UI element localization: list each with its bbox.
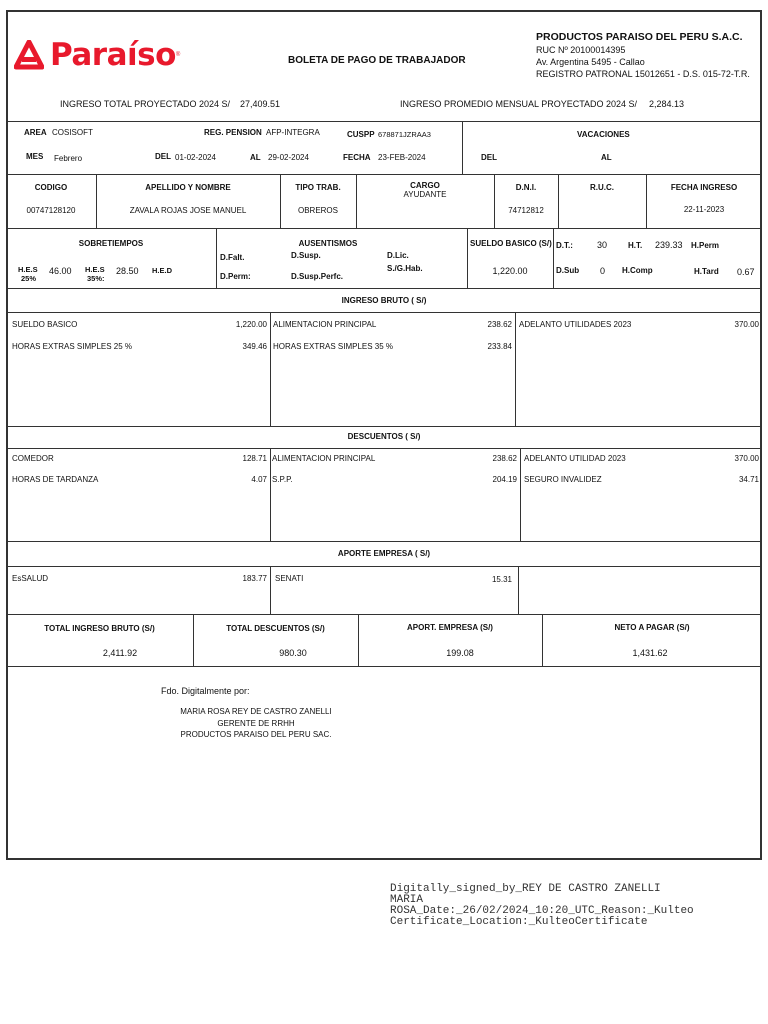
hes25-label-line1: H.E.S xyxy=(18,265,38,274)
registered-mark-icon: ® xyxy=(175,52,181,58)
ingreso-item-value: 349.46 xyxy=(242,342,267,351)
cargo-value: AYUDANTE xyxy=(403,190,447,199)
dt-label: D.T.: xyxy=(556,241,573,250)
ht-label: H.T. xyxy=(628,241,643,250)
aporte-title: APORTE EMPRESA ( S/) xyxy=(337,549,431,558)
divider xyxy=(270,566,271,614)
divider xyxy=(542,614,543,666)
neto-value: 1,431.62 xyxy=(632,648,668,658)
dsub-value: 0 xyxy=(600,266,606,276)
nombre-value: ZAVALA ROJAS JOSE MANUEL xyxy=(129,206,247,215)
ingreso-item-label: ADELANTO UTILIDADES 2023 xyxy=(519,320,632,329)
aporte-empresa-value: 199.08 xyxy=(446,648,474,658)
htard-value: 0.67 xyxy=(737,267,755,277)
divider xyxy=(515,312,516,426)
signer-company: PRODUCTOS PARAISO DEL PERU SAC. xyxy=(180,730,332,739)
ht-value: 239.33 xyxy=(655,240,683,250)
mes-value: Febrero xyxy=(54,154,83,163)
ingreso-item-value: 1,220.00 xyxy=(235,320,267,329)
divider xyxy=(6,174,762,175)
hperm-label: H.Perm xyxy=(691,241,720,250)
ingreso-item-value: 370.00 xyxy=(734,320,759,329)
company-address: Av. Argentina 5495 - Callao xyxy=(536,57,645,67)
company-registro: REGISTRO PATRONAL 15012651 - D.S. 015-72-T.R. xyxy=(536,69,750,79)
header-tipo: TIPO TRAB. xyxy=(295,183,341,192)
dsusppf-label: D.Susp.Perfc. xyxy=(291,272,344,281)
vac-al-label: AL xyxy=(601,153,612,162)
ingreso-bruto-title: INGRESO BRUTO ( S/) xyxy=(341,296,427,305)
header-dni: D.N.I. xyxy=(515,183,537,192)
logo-triangle-icon xyxy=(14,40,44,70)
ausentismos-label: AUSENTISMOS xyxy=(298,239,358,248)
sueldo-basico-label: SUELDO BASICO (S/) xyxy=(470,239,552,248)
aporte-item-label: SENATI xyxy=(275,574,304,583)
fecha-label: FECHA xyxy=(343,153,371,162)
divider xyxy=(553,228,554,288)
ingreso-item-value: 233.84 xyxy=(487,342,512,351)
projection-total-value: 27,409.51 xyxy=(240,99,281,109)
dt-value: 30 xyxy=(597,240,608,250)
hes35-label-line1: H.E.S xyxy=(85,265,105,274)
ingreso-item-label: HORAS EXTRAS SIMPLES 25 % xyxy=(12,342,133,351)
header-codigo: CODIGO xyxy=(34,183,68,192)
pension-value: AFP-INTEGRA xyxy=(266,128,320,137)
total-descuentos-label: TOTAL DESCUENTOS (S/) xyxy=(226,624,325,633)
stamp-line: Digitally_signed_by_REY DE CASTRO ZANELLI xyxy=(390,883,661,895)
descuento-item-value: 204.19 xyxy=(492,475,517,484)
header-ruc: R.U.C. xyxy=(590,183,614,192)
descuento-item-label: SEGURO INVALIDEZ xyxy=(524,475,602,484)
area-label: AREA xyxy=(24,128,47,137)
dperm-label: D.Perm: xyxy=(220,272,251,281)
hes35-label-line2: 35%: xyxy=(87,274,105,283)
divider xyxy=(520,448,521,541)
descuento-item-value: 238.62 xyxy=(492,454,517,463)
aporte-empresa-label: APORT. EMPRESA (S/) xyxy=(407,623,493,632)
dlic-label: D.Lic. xyxy=(387,251,409,260)
signer-role: GERENTE DE RRHH xyxy=(217,719,295,728)
divider xyxy=(6,426,762,427)
company-name: PRODUCTOS PARAISO DEL PERU S.A.C. xyxy=(536,31,743,43)
header-nombre: APELLIDO Y NOMBRE xyxy=(145,183,231,192)
hes25-label-line2: 25% xyxy=(21,274,37,283)
total-descuentos-value: 980.30 xyxy=(279,648,307,658)
dsub-label: D.Sub xyxy=(556,266,580,275)
tipo-value: OBREROS xyxy=(297,206,338,215)
fecha-ingreso-value: 22-11-2023 xyxy=(683,205,725,214)
neto-label: NETO A PAGAR (S/) xyxy=(614,623,690,632)
cuspp-value: 678871JZRAA3 xyxy=(378,130,431,139)
mes-label: MES xyxy=(26,152,44,161)
signature-label: Fdo. Digitalmente por: xyxy=(161,686,250,696)
header-fecha-ingreso: FECHA INGRESO xyxy=(670,183,738,192)
vacaciones-label: VACACIONES xyxy=(577,130,630,139)
ingreso-item-label: ALIMENTACION PRINCIPAL xyxy=(273,320,377,329)
codigo-value: 00747128120 xyxy=(26,206,76,215)
stamp-line: MARIA xyxy=(390,894,424,906)
divider xyxy=(6,666,762,667)
divider xyxy=(216,228,217,288)
al-label: AL xyxy=(250,153,261,162)
digital-signature-stamp xyxy=(390,884,694,928)
descuento-item-label: ADELANTO UTILIDAD 2023 xyxy=(524,454,626,463)
ingreso-item-label: SUELDO BASICO xyxy=(12,320,78,329)
stamp-line: ROSA_Date:_26/02/2024_10:20_UTC_Reason:_Kulteo xyxy=(390,905,694,917)
hes25-label xyxy=(18,265,38,283)
projection-avg-value: 2,284.13 xyxy=(649,99,685,109)
sghab-label: S./G.Hab. xyxy=(387,264,423,273)
descuento-item-value: 370.00 xyxy=(734,454,759,463)
dsusp-label: D.Susp. xyxy=(291,251,321,260)
cuspp-label: CUSPP xyxy=(347,130,375,139)
divider xyxy=(6,566,762,567)
signer-name: MARIA ROSA REY DE CASTRO ZANELLI xyxy=(180,707,332,716)
divider xyxy=(270,312,271,426)
divider xyxy=(270,448,271,541)
logo-wordmark: Paraíso xyxy=(50,37,176,73)
pension-label: REG. PENSION xyxy=(204,128,262,137)
divider xyxy=(518,566,519,614)
descuento-item-value: 4.07 xyxy=(251,475,267,484)
hed-label: H.E.D xyxy=(152,266,173,275)
descuento-item-label: S.P.P. xyxy=(272,475,293,484)
projection-total-label: INGRESO TOTAL PROYECTADO 2024 S/ xyxy=(60,99,231,109)
header-cargo: CARGO xyxy=(410,181,440,190)
hes35-label xyxy=(85,265,105,283)
divider xyxy=(6,614,762,615)
company-ruc: RUC Nº 20100014395 xyxy=(536,45,626,55)
aporte-item-label: EsSALUD xyxy=(12,574,49,583)
htard-label: H.Tard xyxy=(694,267,719,276)
divider xyxy=(6,312,762,313)
sobretiempos-label: SOBRETIEMPOS xyxy=(78,239,144,248)
ingreso-item-value: 238.62 xyxy=(487,320,512,329)
aporte-item-value: 183.77 xyxy=(242,574,267,583)
divider xyxy=(6,448,762,449)
stamp-line: Certificate_Location:_KulteoCertificate xyxy=(390,916,648,928)
doc-title: BOLETA DE PAGO DE TRABAJADOR xyxy=(288,55,466,66)
total-ingreso-value: 2,411.92 xyxy=(102,648,138,658)
aporte-item-value: 15.31 xyxy=(491,575,512,584)
descuento-item-label: ALIMENTACION PRINCIPAL xyxy=(272,454,376,463)
divider xyxy=(6,541,762,542)
descuento-item-value: 34.71 xyxy=(738,475,759,484)
divider xyxy=(6,121,762,122)
del-label: DEL xyxy=(155,152,171,161)
hcomp-label: H.Comp xyxy=(622,266,653,275)
total-ingreso-label: TOTAL INGRESO BRUTO (S/) xyxy=(44,624,155,633)
divider xyxy=(467,228,468,288)
hes35-value: 28.50 xyxy=(116,266,139,276)
divider xyxy=(462,121,463,174)
divider xyxy=(358,614,359,666)
ingreso-item-label: HORAS EXTRAS SIMPLES 35 % xyxy=(273,342,394,351)
area-value: COSISOFT xyxy=(52,128,93,137)
sueldo-basico-value: 1,220.00 xyxy=(492,266,528,276)
descuento-item-label: COMEDOR xyxy=(12,454,54,463)
dfalt-label: D.Falt. xyxy=(220,253,245,262)
divider xyxy=(6,228,762,229)
hes25-value: 46.00 xyxy=(49,266,72,276)
divider xyxy=(193,614,194,666)
projection-avg-label: INGRESO PROMEDIO MENSUAL PROYECTADO 2024 S/ xyxy=(400,99,638,109)
paraiso-logo xyxy=(14,38,180,72)
divider xyxy=(6,288,762,289)
descuento-item-value: 128.71 xyxy=(242,454,267,463)
descuentos-title: DESCUENTOS ( S/) xyxy=(347,432,421,441)
descuento-item-label: HORAS DE TARDANZA xyxy=(12,475,99,484)
fecha-value: 23-FEB-2024 xyxy=(378,153,426,162)
vac-del-label: DEL xyxy=(481,153,497,162)
del-value: 01-02-2024 xyxy=(175,153,216,162)
al-value: 29-02-2024 xyxy=(268,153,309,162)
dni-value: 74712812 xyxy=(508,206,544,215)
